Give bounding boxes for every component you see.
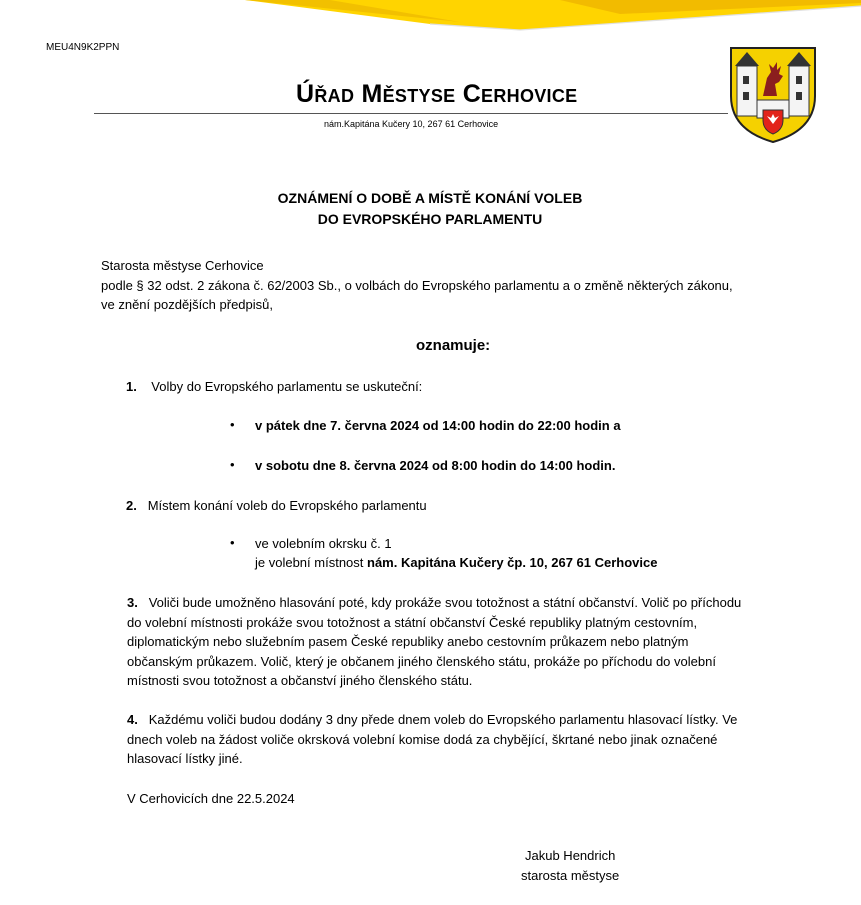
bullet-marker: • [230, 417, 235, 432]
election-date-1: v pátek dne 7. června 2024 od 14:00 hodin do 22:00 hodin a [255, 418, 621, 433]
signature-name: Jakub Hendrich [525, 848, 616, 863]
intro-line-1: Starosta městyse Cerhovice [101, 258, 264, 273]
voting-district: ve volebním okrsku č. 1 [255, 536, 392, 551]
item-3-line-4: občanským průkazem. Volič, který je občanem jiného členského státu, prokáže po příchodu do volební [127, 653, 716, 669]
election-date-2: v sobotu dne 8. června 2024 od 8:00 hodin do 14:00 hodin. [255, 458, 616, 473]
intro-line-2: podle § 32 odst. 2 zákona č. 62/2003 Sb., o volbách do Evropského parlamentu a o změně některých zákonu, [101, 278, 733, 293]
office-address: nám.Kapitána Kučery 10, 267 61 Cerhovice [324, 119, 499, 129]
item-4-line-1: Každému voliči budou dodány 3 dny přede dnem voleb do Evropského parlamentu hlasovací lístky. Ve [148, 712, 738, 727]
item-2 [126, 496, 427, 516]
title-line-2: DO EVROPSKÉHO PARLAMENTU [317, 211, 543, 227]
item-3-line-2: do volební místnosti prokáže svou totožnost a státní občanství České republiky platným cestovním, [127, 614, 698, 630]
item-3-line-5: místnosti svou totožnost a občanství jiného členského státu. [127, 673, 473, 688]
polling-station-address: nám. Kapitána Kučery čp. 10, 267 61 Cerhovice [367, 555, 658, 570]
place-and-date: V Cerhovicích dne 22.5.2024 [127, 791, 295, 806]
item-3-number: 3. [127, 595, 138, 610]
announces-heading: oznamuje: [416, 337, 491, 354]
item-4-line-3: hlasovací lístky jiné. [127, 751, 243, 766]
item-1-number: 1. [126, 379, 137, 394]
item-3 [127, 593, 817, 691]
office-title: Úřad Městyse Cerhovice [296, 80, 578, 108]
polling-station [255, 553, 657, 573]
bullet-marker: • [230, 535, 235, 550]
item-1-text: Volby do Evropského parlamentu se uskuteční: [151, 379, 423, 394]
item-2-number: 2. [126, 498, 137, 513]
item-4-number: 4. [127, 712, 138, 727]
item-4 [127, 710, 817, 769]
item-1 [126, 377, 422, 397]
signature-role: starosta městyse [521, 868, 620, 883]
intro-line-3: ve znění pozdějších předpisů, [101, 297, 273, 312]
title-line-1: OZNÁMENÍ O DOBĚ A MÍSTĚ KONÁNÍ VOLEB [277, 190, 583, 206]
header-divider [94, 113, 728, 114]
bullet-marker: • [230, 457, 235, 472]
item-3-line-1: Voliči bude umožněno hlasování poté, kdy prokáže svou totožnost a státní občanství. Volič po příchodu [148, 595, 742, 610]
polling-station-prefix: je volební místnost [255, 555, 367, 570]
item-4-line-2: dnech voleb na žádost voliče okrsková volební komise dodá za chybějící, škrtané nebo jinak označené [127, 731, 718, 747]
header-decoration [0, 0, 861, 40]
coat-of-arms-icon [725, 44, 821, 144]
document-code: MEU4N9K2PPN [46, 42, 120, 53]
item-2-text: Místem konání voleb do Evropského parlamentu [147, 498, 427, 513]
item-3-line-3: diplomatickým nebo služebním pasem České republiky anebo cestovním průkazem nebo platným [127, 634, 689, 649]
